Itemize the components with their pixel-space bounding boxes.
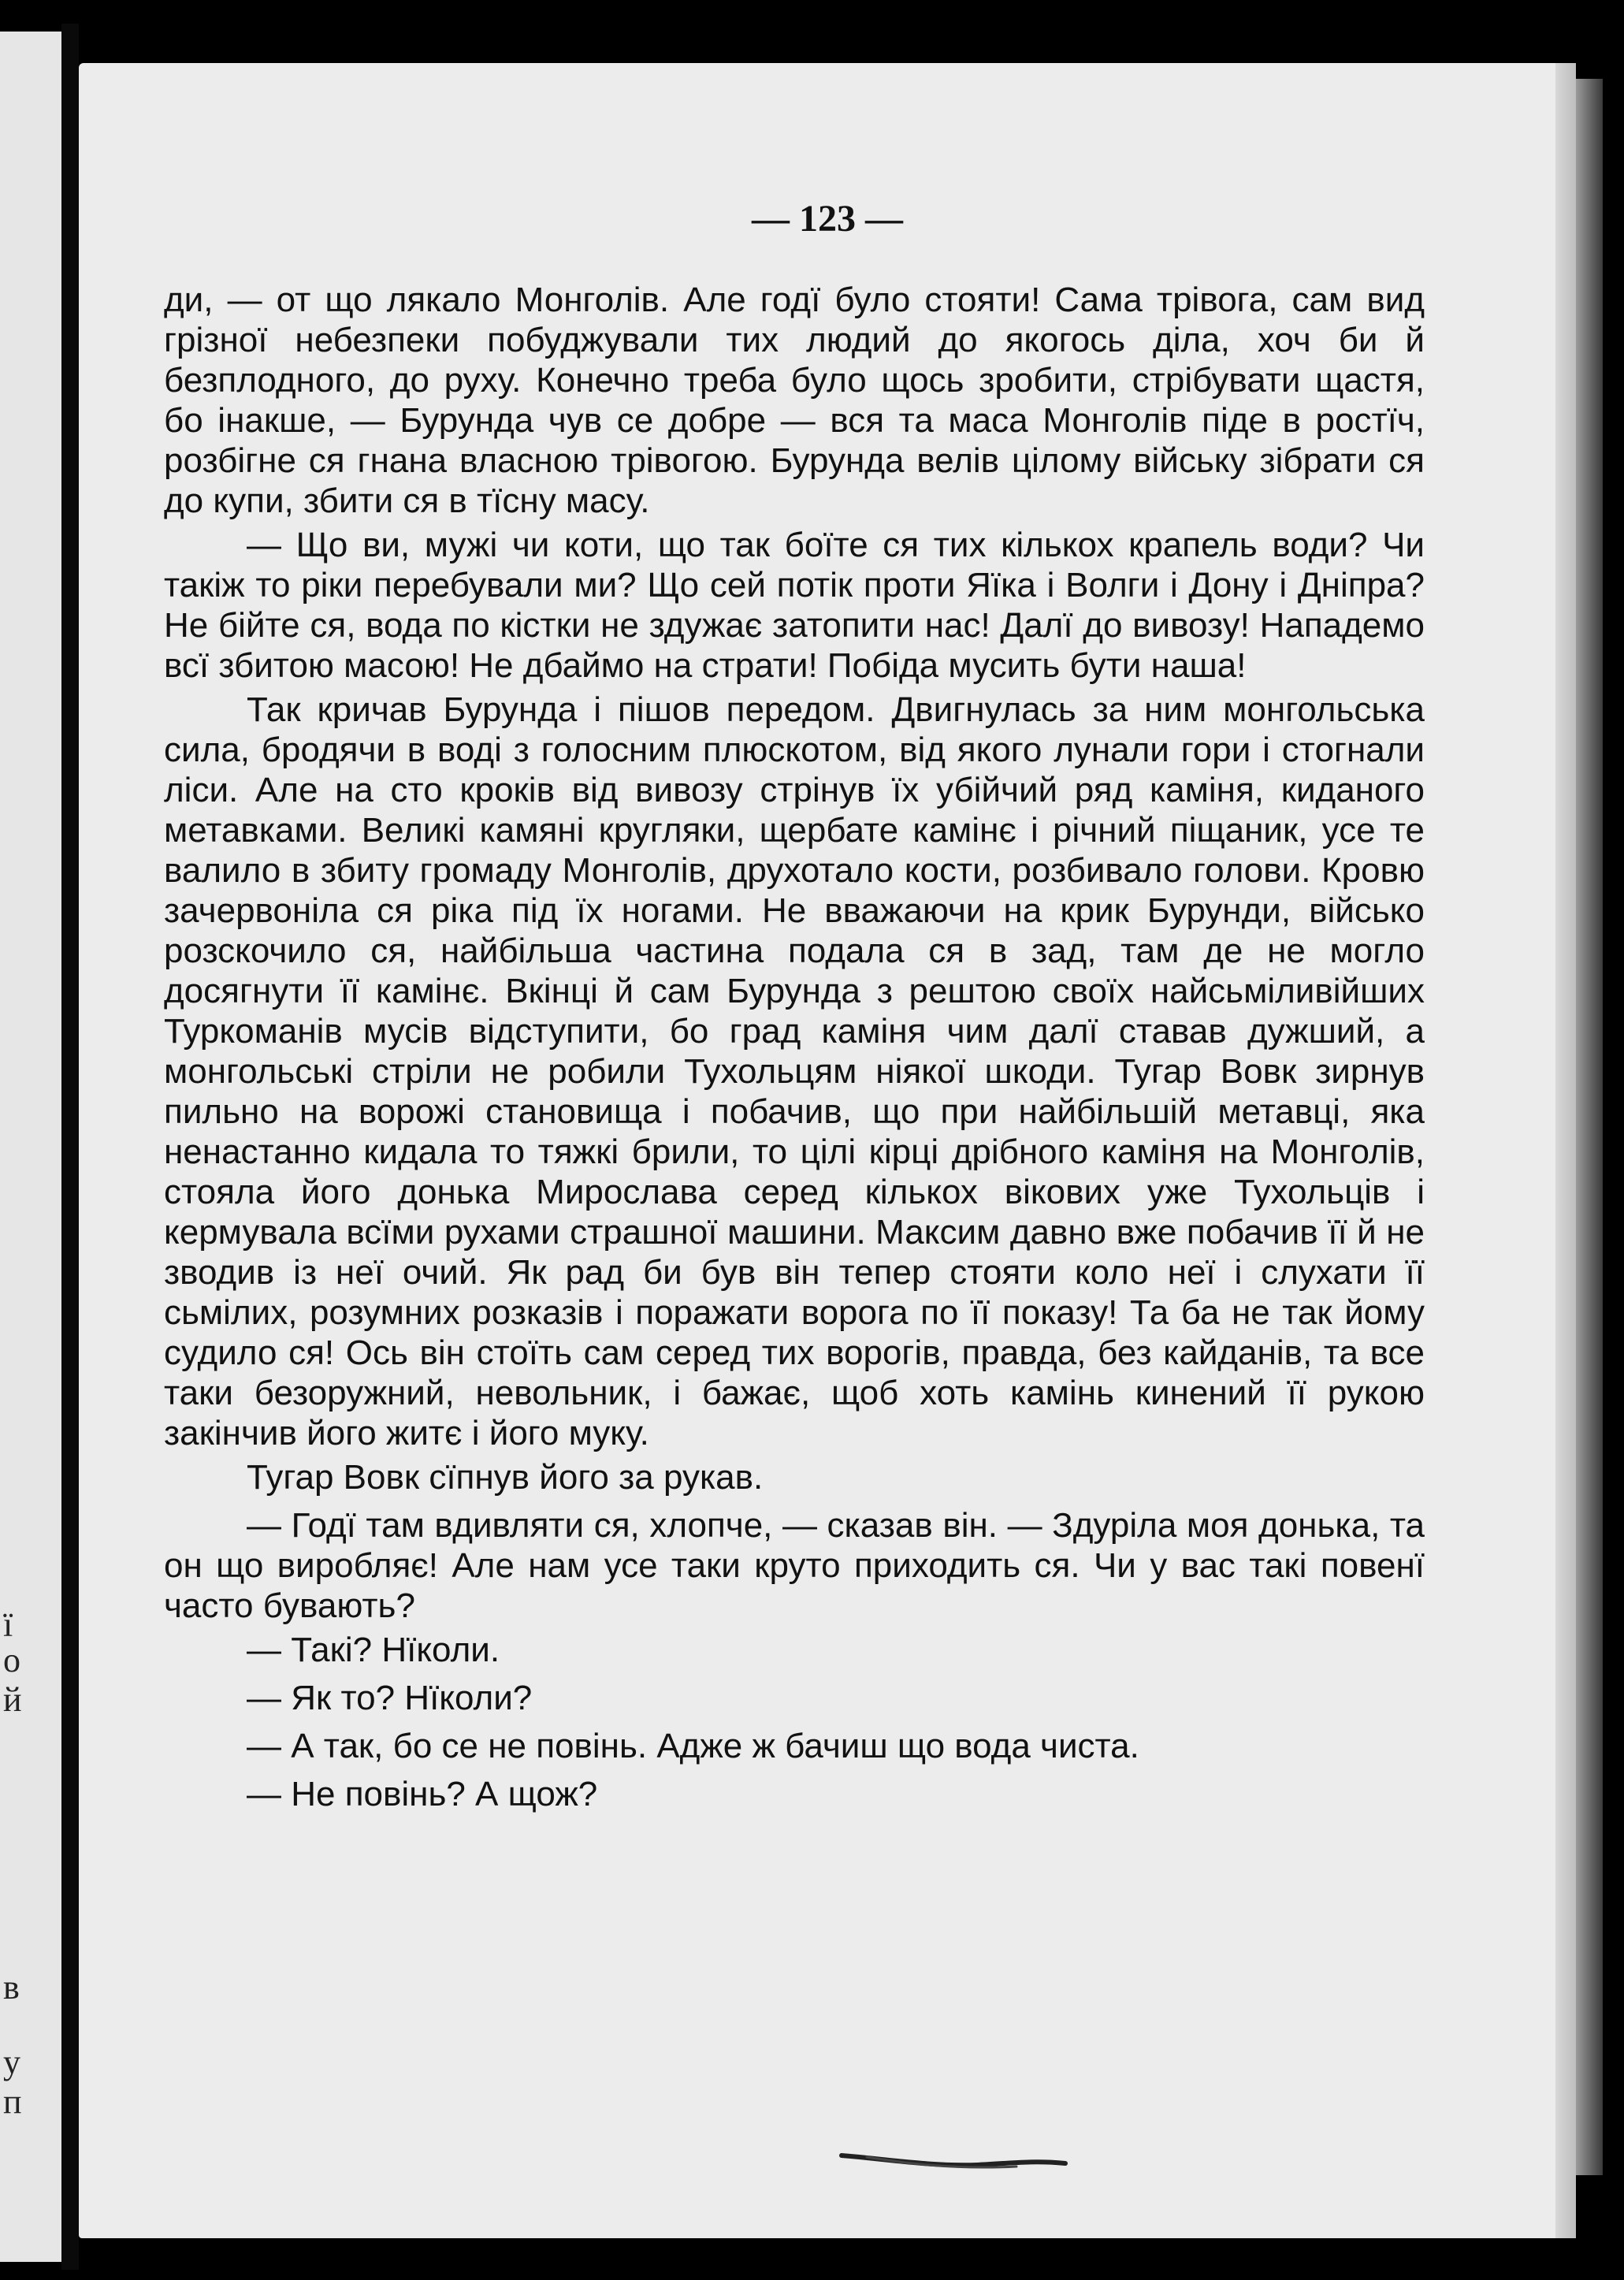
- previous-page-fragment: й: [3, 1680, 22, 1719]
- page-number: — 123 —: [752, 198, 903, 240]
- page-end-ornament: [835, 2148, 1072, 2174]
- previous-page-edge: [0, 32, 61, 2262]
- page-stack-edge: [1576, 79, 1603, 2175]
- paragraph: — Такі? Нїколи.: [247, 1631, 500, 1669]
- previous-page-fragment: у: [3, 2043, 20, 2081]
- page-fold-shadow: [1555, 63, 1576, 2238]
- paragraph: — Що ви, мужі чи коти, що так боїте ся тих кількох крапель води? Чи такіж то ріки перебували ми? Що сей потік проти Яїка і Волги і Дону і Дніпра? Не бійте ся, вода по кістки не здужає затопити нас! Далї до вивозу! Нападемо всї збитою масою! Не дбаймо на страти! Побіда мусить бути наша!: [164, 526, 1425, 685]
- page-body-text: [164, 280, 1425, 1822]
- paragraph: — А так, бо се не повінь. Адже ж бачиш що вода чиста.: [247, 1727, 1139, 1765]
- previous-page-fragment: о: [3, 1641, 20, 1679]
- paragraph: — Не повінь? А щож?: [247, 1775, 598, 1813]
- paragraph: Тугар Вовк сїпнув його за рукав.: [247, 1458, 764, 1497]
- book-page: [79, 63, 1576, 2238]
- previous-page-fragment: в: [3, 1968, 20, 2007]
- paragraph: — Як то? Нїколи?: [247, 1679, 533, 1717]
- previous-page-fragment: ї: [3, 1605, 13, 1644]
- paragraph: Так кричав Бурунда і пішов передом. Двигнулась за ним монгольська сила, бродячи в воді з голосним плюскотом, від якого лунали гори і стогнали ліси. Але на сто кроків від вивозу стрінув їх убійчий ряд каміня, киданого метавками. Великі камяні кругляки, щербате камінє і річний піщаник, усе те валило в збиту громаду Монголів, друхотало кости, розбивало голови. Кровю зачервоніла ся ріка під їх ногами. Не вважаючи на крик Бурунди, військо розскочило ся, найбільша частина подала ся в зад, там де не могло досягнути її камінє. Вкінці й сам Бурунда з рештою своїх найсьміливійших Туркоманів мусів відступити, бо град каміня чим далї ставав дужший, а монгольські стріли не робили Тухольцям ніякої шкоди. Тугар Вовк зирнув пильно на ворожі становища і побачив, що при найбільшій метавці, яка ненастанно кидала то тяжкі брили, то цілі кірці дрібного каміня на Монголів, стояла його донька Мирослава серед кількох вікових уже Тухольців і кермувала всїми рухами страшної машини. Максим давно вже побачив її й не зводив із неї очий. Як рад би був він тепер стояти коло неї і слухати її сьмілих, розумних розказів і поражати ворога по її показу! Та ба не так йому судило ся! Ось він стоїть сам серед тих ворогів, правда, без кайданів, та все таки безоружний, невольник, і бажає, щоб хоть камінь кинений її рукою закінчив його житє і його муку.: [164, 690, 1425, 1452]
- book-gutter: [61, 24, 79, 2270]
- paragraph: ди, — от що лякало Монголів. Але годї було стояти! Сама трівога, сам вид грізної небезпеки побуджували тих людий до якогось діла, хоч би й безплодного, до руху. Конечно треба було щось зробити, стрібувати щастя, бо інакше, — Бурунда чув се добре — вся та маса Монголів піде в ростїч, розбігне ся гнана власною трівогою. Бурунда велів цілому війську зібрати ся до купи, збити ся в тїсну масу.: [164, 281, 1425, 520]
- paragraph: — Годї там вдивляти ся, хлопче, — сказав він. — Здуріла моя донька, та он що виробляє! Але нам усе таки круто приходить ся. Чи у вас такі повенї часто бувають?: [164, 1506, 1425, 1625]
- previous-page-fragment: п: [3, 2082, 22, 2121]
